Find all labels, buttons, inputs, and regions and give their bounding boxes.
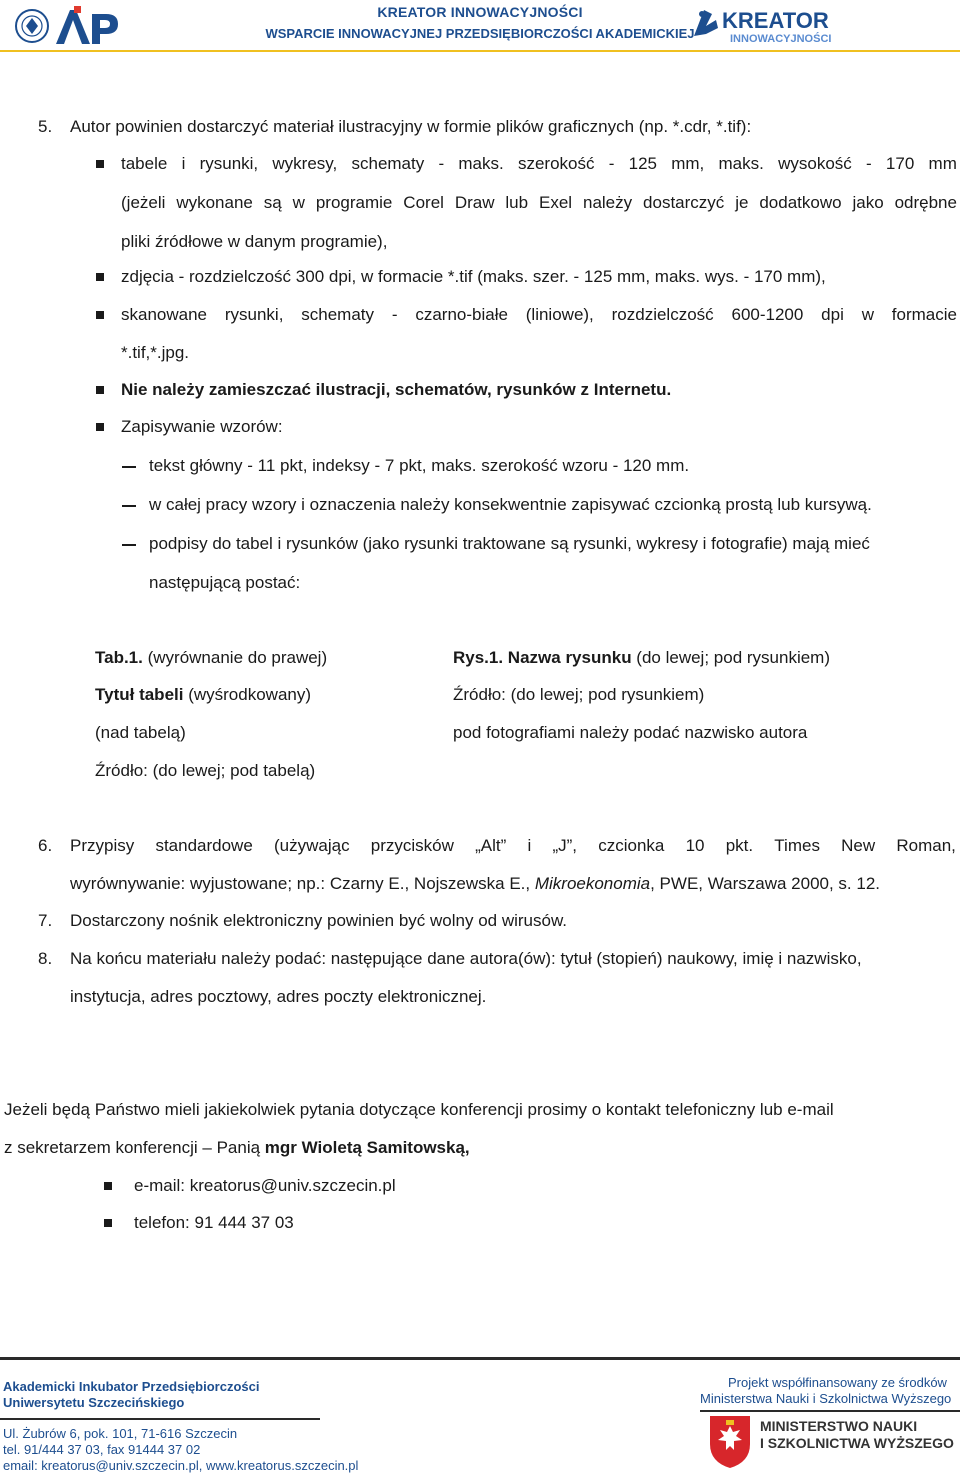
word: przycisków (370, 836, 454, 855)
bullet-square-icon (96, 423, 104, 431)
contact-line-2: z sekretarzem konferencji – Panią mgr Wioletą Samitowską, (4, 1138, 470, 1157)
example-figure-source: Źródło: (do lewej; pod rysunkiem) (453, 685, 705, 704)
bullet-1-line-1 (121, 154, 957, 174)
item-5-number: 5. (38, 117, 53, 136)
word: odrębne (894, 193, 957, 212)
word: Draw (454, 193, 495, 212)
word: 170 (885, 154, 915, 173)
dash-icon (122, 505, 136, 507)
word: czarno-białe (415, 305, 508, 324)
bullet-4: Nie należy zamieszczać ilustracji, schematów, rysunków z Internetu. (121, 380, 672, 399)
item-8-line-2: instytucja, adres pocztowy, adres poczty elektronicznej. (70, 987, 487, 1006)
word: szerokość (517, 154, 595, 173)
bullet-square-icon (104, 1182, 112, 1190)
word: i (181, 154, 186, 173)
word: 10 (685, 836, 705, 855)
word: dpi (821, 305, 844, 324)
footer-org-line-2: Uniwersytetu Szczecińskiego (3, 1395, 185, 1410)
bullet-square-icon (96, 386, 104, 394)
word: dostarczyć (643, 193, 725, 212)
word: lub (505, 193, 529, 212)
word: wykresy, (272, 154, 338, 173)
word: Exel (539, 193, 573, 212)
word: - (391, 305, 398, 324)
word: 600-1200 (731, 305, 804, 324)
item-6-line-1 (70, 836, 956, 856)
ministry-name: MINISTERSTWO NAUKI I SZKOLNICTWA WYŻSZEGO (760, 1418, 954, 1451)
sub-bullet-1: tekst główny - 11 pkt, indeksy - 7 pkt, maks. szerokość wzoru - 120 mm. (149, 456, 690, 475)
bullet-1-line-3: pliki źródłowe w danym programie), (121, 232, 388, 251)
footer-org-separator (0, 1418, 320, 1420)
word: czcionka (598, 836, 665, 855)
word: dodatkowo (759, 193, 842, 212)
word: wykonane (176, 193, 253, 212)
svg-text:KREATOR: KREATOR (722, 8, 829, 33)
word: w (861, 305, 874, 324)
word: - (608, 154, 615, 173)
word: rysunki, (224, 305, 284, 324)
footer-project-line-2: Ministerstwa Nauki i Szkolnictwa Wyższego (700, 1391, 952, 1406)
word: rysunki, (199, 154, 259, 173)
contact-phone: telefon: 91 444 37 03 (134, 1213, 294, 1232)
word: wysokość (778, 154, 852, 173)
item-7-number: 7. (38, 911, 53, 930)
footer-project-line-1: Projekt współfinansowany ze środków (728, 1375, 947, 1390)
word: Times (774, 836, 820, 855)
footer-address: Ul. Żubrów 6, pok. 101, 71-616 Szczecin (3, 1426, 238, 1441)
svg-text:INNOWACYJNOŚCI: INNOWACYJNOŚCI (730, 33, 832, 45)
bullet-square-icon (104, 1219, 112, 1227)
word: Roman, (896, 836, 956, 855)
word: mm, (671, 154, 705, 173)
word: (jeżeli (121, 193, 166, 212)
bullet-square-icon (96, 273, 104, 281)
example-table-source: Źródło: (do lewej; pod tabelą) (95, 761, 316, 780)
word: maks. (718, 154, 764, 173)
example-photo-note: pod fotografiami należy podać nazwisko autora (453, 723, 808, 742)
bullet-1-line-2 (121, 193, 957, 213)
word: jako (852, 193, 884, 212)
example-rys-caption: Rys.1. Nazwa rysunku (do lewej; pod rysunkiem) (453, 648, 830, 667)
word: i (527, 836, 532, 855)
example-tab-caption: Tab.1. (wyrównanie do prawej) (95, 648, 328, 667)
sub-bullet-3-line-1: podpisy do tabel i rysunków (jako rysunki traktowane są rysunki, wykresy i fotografie) mają mieć (149, 534, 870, 553)
word: tabele (121, 154, 168, 173)
kreator-logo-icon (690, 6, 850, 46)
word: „J”, (552, 836, 578, 855)
word: 125 (628, 154, 657, 173)
example-table-title: Tytuł tabeli (wyśrodkowany) (95, 685, 312, 704)
page-header (0, 0, 960, 50)
word: rozdzielczość (611, 305, 714, 324)
word: Przypisy (70, 836, 135, 855)
bullet-square-icon (96, 311, 104, 319)
footer-phone: tel. 91/444 37 03, fax 91444 37 02 (3, 1442, 201, 1457)
word: - (438, 154, 445, 173)
contact-email[interactable]: e-mail: kreatorus@univ.szczecin.pl (134, 1176, 396, 1195)
item-8-line-1: Na końcu materiału należy podać: następujące dane autora(ów): tytuł (stopień) naukowy, imię i nazwisko, (70, 949, 862, 968)
word: schematy (351, 154, 425, 173)
word: pkt. (725, 836, 754, 855)
item-6-line-2: wyrównywanie: wyjustowane; np.: Czarny E., Nojszewska E., Mikroekonomia, PWE, Warszawa 2000, s. 12. (70, 874, 881, 893)
word: programie (315, 193, 393, 212)
footer-email[interactable]: email: kreatorus@univ.szczecin.pl, www.kreatorus.szczecin.pl (3, 1458, 359, 1473)
contact-line-1: Jeżeli będą Państwo mieli jakiekolwiek pytania dotyczące konferencji prosimy o kontakt telefoniczny lub e-mail (4, 1100, 834, 1119)
word: schematy (301, 305, 374, 324)
word: skanowane (121, 305, 208, 324)
dash-icon (122, 544, 136, 546)
word: New (841, 836, 876, 855)
header-subtitle: WSPARCIE INNOWACYJNEJ PRZEDSIĘBIORCZOŚCI AKADEMICKIEJ (265, 26, 695, 41)
word: formacie (891, 305, 957, 324)
footer-divider (0, 1357, 960, 1360)
footer-project-separator (700, 1410, 960, 1412)
word: są (263, 193, 282, 212)
word: - (866, 154, 872, 173)
word: Corel (403, 193, 444, 212)
bullet-5: Zapisywanie wzorów: (121, 417, 283, 436)
bullet-2: zdjęcia - rozdzielczość 300 dpi, w formacie *.tif (maks. szer. - 125 mm, maks. wys. - 170 mm), (121, 267, 826, 286)
header-divider (0, 50, 960, 52)
word: (liniowe), (525, 305, 594, 324)
word: „Alt” (475, 836, 507, 855)
header-title: KREATOR INNOWACYJNOŚCI (377, 4, 583, 20)
item-6-number: 6. (38, 836, 53, 855)
bullet-square-icon (96, 160, 104, 168)
polish-eagle-emblem-icon (706, 1414, 754, 1470)
item-7-text: Dostarczony nośnik elektroniczny powinien być wolny od wirusów. (70, 911, 568, 930)
item-8-number: 8. (38, 949, 53, 968)
word: maks. (458, 154, 504, 173)
bullet-3-line-2: *.tif,*.jpg. (121, 343, 190, 362)
bullet-3-line-1 (121, 305, 957, 325)
word: mm (928, 154, 957, 173)
dash-icon (122, 466, 136, 468)
item-5-text: Autor powinien dostarczyć materiał ilustracyjny w formie plików graficznych (np. *.cdr, *.tif): (70, 117, 752, 136)
sub-bullet-2: w całej pracy wzory i oznaczenia należy konsekwentnie zapisywać czcionką prostą lub kursywą. (149, 495, 872, 514)
word: należy (582, 193, 633, 212)
example-above-table: (nad tabelą) (95, 723, 186, 742)
footer-org-line-1: Akademicki Inkubator Przedsiębiorczości (3, 1379, 260, 1394)
word: w (292, 193, 305, 212)
word: (używając (273, 836, 350, 855)
sub-bullet-3-line-2: następującą postać: (149, 573, 301, 592)
word: standardowe (155, 836, 253, 855)
word: je (735, 193, 749, 212)
